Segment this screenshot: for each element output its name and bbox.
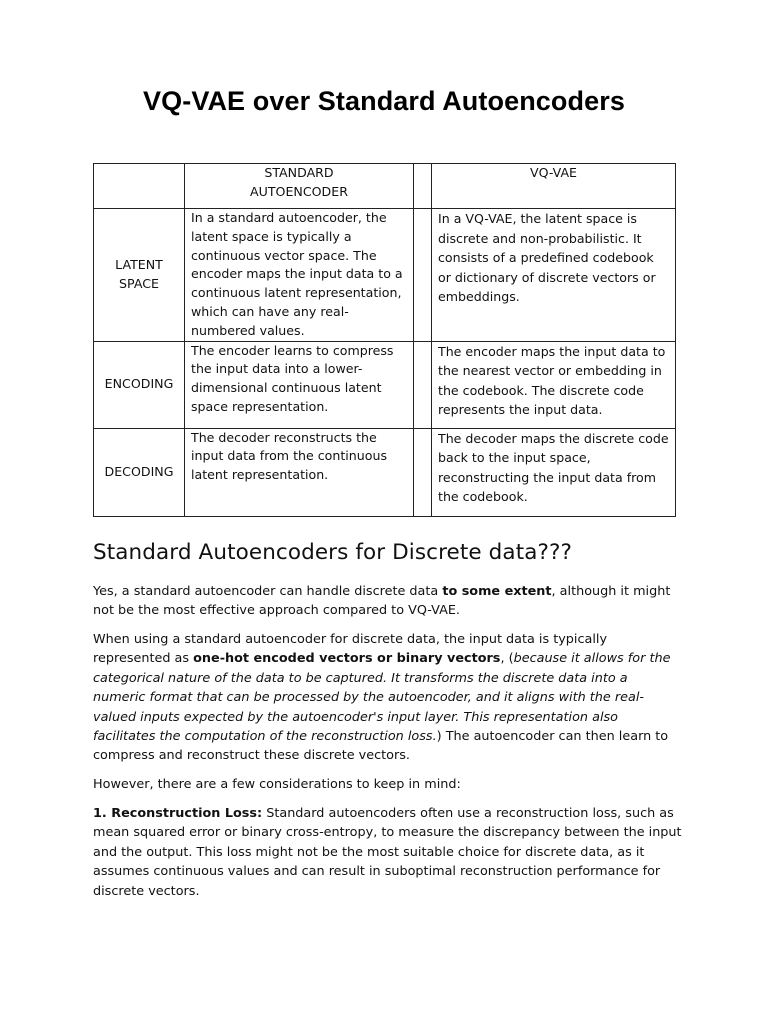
- table-row-latent-space: [94, 209, 676, 342]
- paragraph-3: However, there are a few considerations to keep in mind:: [93, 777, 461, 792]
- p1-text-c: , although it might not be the most effective approach compared to VQ-VAE.: [93, 584, 671, 619]
- cell-standard-encoding: The encoder learns to compress the input data into a lower-dimensional continuous latent space representation.: [185, 341, 414, 428]
- cell-standard-decoding: The decoder reconstructs the input data from the continuous latent representation.: [185, 428, 414, 516]
- p2-text-e: ) The autoencoder can then learn to compress and reconstruct these discrete vectors.: [93, 729, 669, 764]
- page-title: VQ-VAE over Standard Autoencoders: [143, 86, 625, 116]
- table-header-row: [94, 164, 676, 209]
- table-spacer-cell: [414, 164, 432, 209]
- cell-vqvae-decoding: The decoder maps the discrete code back to the input space, reconstructing the input data from the codebook.: [432, 428, 676, 516]
- p1-text-a: Yes, a standard autoencoder can handle discrete data: [93, 584, 443, 599]
- cell-vqvae-encoding: The encoder maps the input data to the nearest vector or embedding in the codebook. The discrete code represents the input data.: [432, 341, 676, 428]
- cell-standard-latent-space: In a standard autoencoder, the latent space is typically a continuous vector space. The encoder maps the input data to a continuous latent representation, which can have any real-numbered values.: [185, 209, 414, 342]
- row-label-line1: LATENT: [115, 256, 163, 272]
- p2-text-c: , (: [500, 651, 514, 667]
- header-standard-line1: STANDARD: [264, 165, 334, 180]
- p4-text: Standard autoencoders often use a reconstruction loss, such as mean squared error or binary cross-entropy, to measure the discrepancy between the input and the output. This loss might not be the most suitable choice for discrete data, as it assumes continuous values and can result in suboptimal reconstruction performance for discrete vectors.: [93, 806, 682, 899]
- paragraph-1: [93, 582, 683, 621]
- header-vqvae: VQ-VAE: [432, 164, 676, 209]
- table-row-decoding: [94, 428, 676, 516]
- p1-emphasis: to some extent: [442, 584, 552, 599]
- row-label-latent-space: [94, 209, 185, 342]
- table-corner-cell: [94, 164, 185, 209]
- section-heading: Standard Autoencoders for Discrete data???: [93, 540, 573, 565]
- table-spacer-cell: [414, 209, 432, 342]
- table-spacer-cell: [414, 428, 432, 516]
- row-label-decoding: DECODING: [94, 428, 185, 516]
- header-standard-line2: AUTOENCODER: [250, 183, 348, 199]
- table-spacer-cell: [414, 341, 432, 428]
- paragraph-4: [93, 804, 683, 901]
- p4-item-heading: 1. Reconstruction Loss:: [93, 806, 263, 821]
- header-standard-autoencoder: [185, 164, 414, 209]
- row-label-encoding: ENCODING: [94, 341, 185, 428]
- paragraph-2: [93, 630, 683, 766]
- row-label-line2: SPACE: [119, 275, 159, 291]
- p2-emphasis: one-hot encoded vectors or binary vectors: [193, 651, 501, 667]
- table-row-encoding: [94, 341, 676, 428]
- cell-vqvae-latent-space: In a VQ-VAE, the latent space is discrete and non-probabilistic. It consists of a predefined codebook or dictionary of discrete vectors or embeddings.: [432, 209, 676, 342]
- p2-text-a: When using a standard autoencoder for discrete data, the input data is typically represented as: [93, 632, 608, 667]
- p2-italic-explanation: because it allows for the categorical nature of the data to be captured. It transforms the discrete data into a numeric format that can be processed by the autoencoder, and it aligns with the real-valued inputs expected by the autoencoder's input layer. This representation also facilitates the computation of the reconstruction loss.: [93, 651, 671, 745]
- comparison-table: [93, 163, 676, 517]
